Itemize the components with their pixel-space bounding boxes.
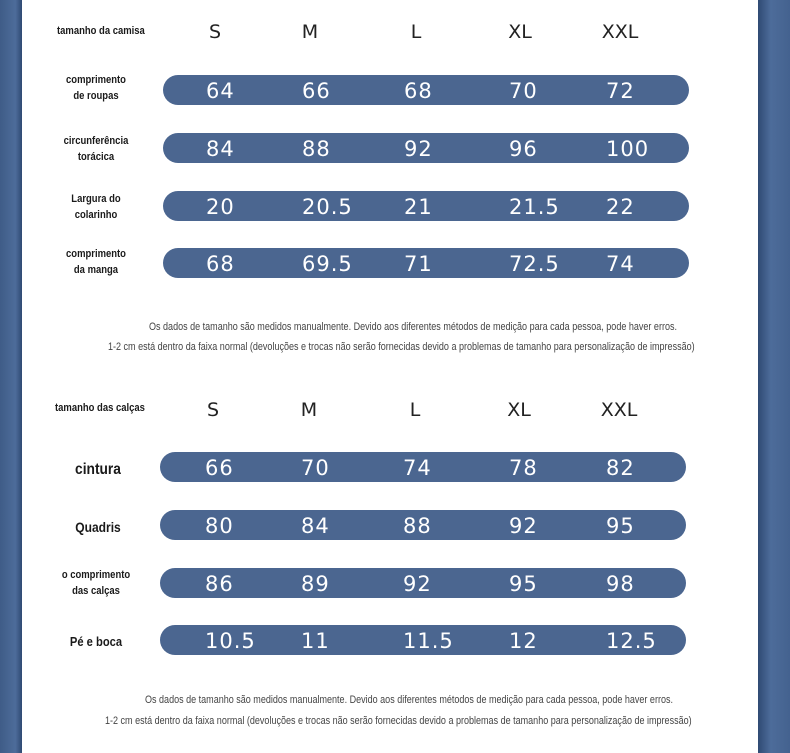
size-header-s: S xyxy=(208,21,222,43)
row-label-chest-circumference xyxy=(53,133,139,165)
value-cell: 68 xyxy=(404,79,433,103)
row-label-line: torácica xyxy=(77,151,115,163)
row-label-collar-width xyxy=(53,191,139,223)
value-cell: 84 xyxy=(206,137,235,161)
value-cell: 66 xyxy=(205,456,234,480)
row-label-line: colarinho xyxy=(74,209,118,221)
tolerance-note: 1-2 cm está dentro da faixa normal (devoluções e trocas não serão fornecidas devido a problemas de tamanho para personalização de impressão) xyxy=(108,341,695,353)
row-label-line: comprimento xyxy=(66,248,126,260)
row-label-pants-length xyxy=(53,567,139,599)
value-cell: 71 xyxy=(404,252,433,276)
row-label-leg-opening xyxy=(53,634,139,650)
value-cell: 95 xyxy=(606,514,635,538)
value-cell: 64 xyxy=(206,79,235,103)
value-cell: 21.5 xyxy=(509,195,560,219)
shirt-table-title: tamanho da camisa xyxy=(57,25,145,37)
value-row xyxy=(160,625,686,655)
right-frame-border xyxy=(758,0,790,753)
value-cell: 80 xyxy=(205,514,234,538)
row-label-line: Pé e boca xyxy=(69,634,123,649)
measurement-note: Os dados de tamanho são medidos manualmente. Devido aos diferentes métodos de medição para cada pessoa, pode haver erros. xyxy=(149,321,677,333)
tolerance-note: 1-2 cm está dentro da faixa normal (devoluções e trocas não serão fornecidas devido a problemas de tamanho para personalização de impressão) xyxy=(105,715,692,727)
row-label-line: de roupas xyxy=(73,90,119,102)
value-cell: 78 xyxy=(509,456,538,480)
size-header-xxl: XXL xyxy=(600,399,638,421)
value-cell: 20 xyxy=(206,195,235,219)
value-cell: 12.5 xyxy=(606,629,657,653)
row-label-line: circunferência xyxy=(63,135,129,147)
value-row xyxy=(163,133,689,163)
value-cell: 12 xyxy=(509,629,538,653)
value-row xyxy=(163,75,689,105)
value-cell: 92 xyxy=(404,137,433,161)
row-label-garment-length xyxy=(53,72,139,104)
value-cell: 66 xyxy=(302,79,331,103)
value-cell: 92 xyxy=(509,514,538,538)
value-cell: 88 xyxy=(302,137,331,161)
value-cell: 96 xyxy=(509,137,538,161)
value-cell: 10.5 xyxy=(205,629,256,653)
value-cell: 100 xyxy=(606,137,650,161)
value-cell: 88 xyxy=(403,514,432,538)
value-cell: 95 xyxy=(509,572,538,596)
value-cell: 22 xyxy=(606,195,635,219)
measurement-note: Os dados de tamanho são medidos manualmente. Devido aos diferentes métodos de medição para cada pessoa, pode haver erros. xyxy=(145,694,673,706)
value-cell: 82 xyxy=(606,456,635,480)
size-header-l: L xyxy=(409,399,421,421)
value-cell: 70 xyxy=(509,79,538,103)
row-label-line: das calças xyxy=(72,585,120,597)
row-label-line: Quadris xyxy=(75,519,121,535)
size-header-l: L xyxy=(410,21,422,43)
pants-table-title: tamanho das calças xyxy=(55,402,145,414)
size-header-xl: XL xyxy=(508,21,532,43)
value-row xyxy=(160,452,686,482)
value-cell: 74 xyxy=(606,252,635,276)
value-cell: 11 xyxy=(301,629,330,653)
value-cell: 21 xyxy=(404,195,433,219)
row-label-line: o comprimento xyxy=(61,569,131,581)
value-cell: 68 xyxy=(206,252,235,276)
size-chart-sheet xyxy=(22,0,758,753)
row-label-line: cintura xyxy=(75,461,121,478)
size-header-xl: XL xyxy=(507,399,531,421)
row-label-line: da manga xyxy=(73,264,119,276)
value-row xyxy=(160,568,686,598)
left-frame-border xyxy=(0,0,22,753)
value-cell: 98 xyxy=(606,572,635,596)
size-header-m: M xyxy=(300,399,318,421)
value-cell: 86 xyxy=(205,572,234,596)
row-label-line: comprimento xyxy=(66,74,126,86)
value-cell: 69.5 xyxy=(302,252,353,276)
value-cell: 74 xyxy=(403,456,432,480)
value-row xyxy=(160,510,686,540)
size-header-xxl: XXL xyxy=(601,21,639,43)
size-header-m: M xyxy=(301,21,319,43)
value-row xyxy=(163,248,689,278)
row-label-line: Largura do xyxy=(71,193,121,205)
value-cell: 92 xyxy=(403,572,432,596)
value-cell: 89 xyxy=(301,572,330,596)
value-cell: 20.5 xyxy=(302,195,353,219)
row-label-waist xyxy=(55,460,141,480)
value-cell: 72 xyxy=(606,79,635,103)
row-label-sleeve-length xyxy=(53,246,139,278)
row-label-hips xyxy=(55,518,141,536)
value-cell: 84 xyxy=(301,514,330,538)
value-row xyxy=(163,191,689,221)
value-cell: 72.5 xyxy=(509,252,560,276)
value-cell: 70 xyxy=(301,456,330,480)
value-cell: 11.5 xyxy=(403,629,454,653)
size-header-s: S xyxy=(206,399,220,421)
